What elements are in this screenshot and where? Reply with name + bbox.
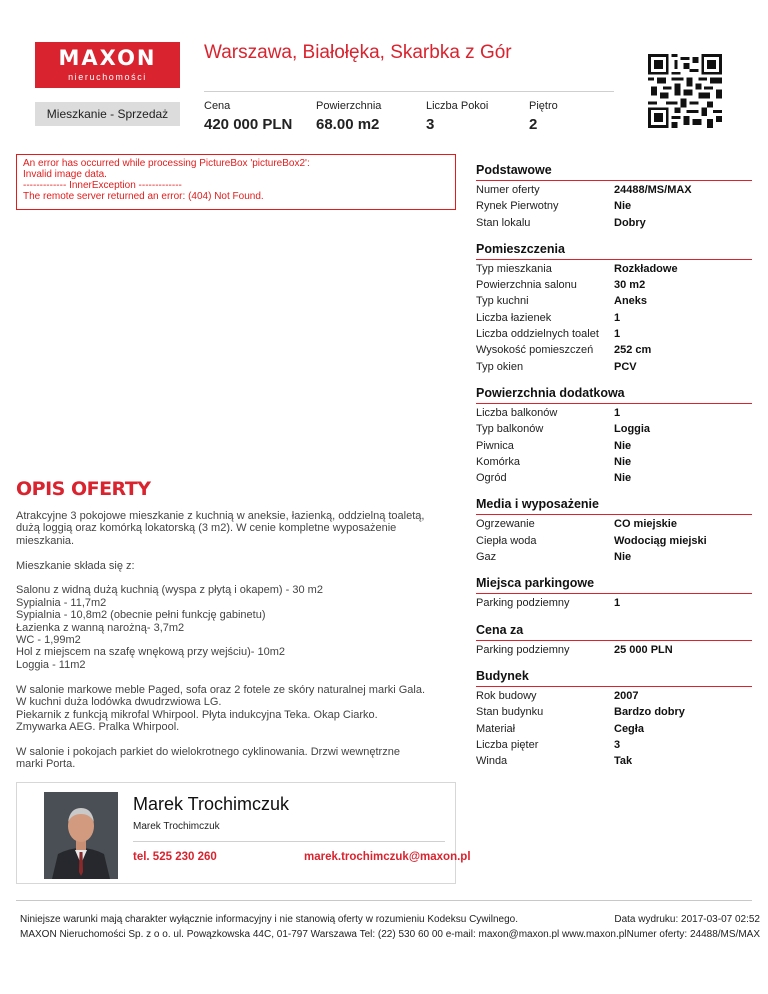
stat-price — [204, 99, 292, 135]
agent-email-link[interactable]: marek.trochimczuk@maxon.pl — [304, 851, 471, 863]
detail-value: 3 — [614, 738, 621, 751]
details-section — [476, 162, 752, 231]
footer-meta — [614, 912, 760, 942]
stat-label: Powierzchnia — [316, 100, 382, 112]
detail-label: Parking podziemny — [476, 643, 570, 656]
detail-row — [476, 215, 752, 231]
details-section — [476, 668, 752, 769]
detail-row — [476, 261, 752, 277]
detail-label: Materiał — [476, 722, 516, 735]
detail-row — [476, 342, 752, 358]
description-title: OPIS OFERTY — [16, 478, 151, 500]
detail-row — [476, 438, 752, 454]
error-line: An error has occurred while processing PictureBox 'pictureBox2': — [23, 158, 310, 169]
details-section — [476, 385, 752, 486]
logo-subtext: nieruchomości — [68, 72, 147, 82]
detail-label: Numer oferty — [476, 184, 540, 196]
detail-value: 2007 — [614, 689, 639, 702]
detail-row — [476, 293, 752, 309]
section-heading: Podstawowe — [476, 162, 752, 181]
detail-label: Rok budowy — [476, 689, 537, 702]
detail-label: Liczba łazienek — [476, 311, 552, 324]
detail-row — [476, 533, 752, 549]
detail-label: Winda — [476, 755, 508, 768]
section-heading: Miejsca parkingowe — [476, 575, 752, 594]
detail-value: PCV — [614, 360, 637, 373]
detail-value: Cegła — [614, 722, 644, 735]
detail-row — [476, 595, 752, 611]
detail-value: 1 — [614, 311, 621, 324]
detail-value: 1 — [614, 597, 621, 610]
detail-label: Typ okien — [476, 360, 524, 373]
detail-value: Nie — [614, 455, 632, 468]
detail-label: Parking podziemny — [476, 597, 570, 610]
detail-row — [476, 326, 752, 342]
section-rows — [476, 515, 752, 565]
section-heading: Budynek — [476, 668, 752, 687]
agent-photo — [44, 792, 118, 879]
detail-row — [476, 421, 752, 437]
detail-value: 24488/MS/MAX — [614, 184, 692, 196]
detail-label: Stan lokalu — [476, 216, 531, 229]
detail-value: 30 m2 — [614, 279, 646, 292]
detail-row — [476, 405, 752, 421]
error-line: The remote server returned an error: (404) Not Found. — [23, 191, 264, 202]
detail-label: Ciepła woda — [476, 534, 537, 547]
description-text: Atrakcyjne 3 pokojowe mieszkanie z kuchnią w aneksie, łazienką, oddzielną toaletą, dużą loggią oraz komórką lokatorską (3 m2). W cenie kompletne wyposażenie mieszkania. Mieszkanie składa się z: Salonu z widną dużą kuchnią (wyspa z płytą i okapem) - 30 m2 Sypialnia - 11,7m2 Sypialnia - 10,8m2 (obecnie pełni funkcję gabinetu) Łazienka z wanną narożną- 3,7m2 WC - 1,99m2 Hol z miejscem na szafę wnękową przy wejściu)- 10m2 Loggia - 11m2 W salonie markowe meble Paged, sofa oraz 2 fotele ze skóry naturalnej marki Gala. W kuchni duża lodówka dwudrzwiowa LG. Piekarnik z funkcją mikrofal Whirpool. Płyta indukcyjna Teka. Okap Ciarko. Zmywarka AEG. Pralka Whirpool. W salonie i pokojach parkiet do wielokrotnego cyklinowania. Drzwi wewnętrzne marki Porta. — [16, 510, 426, 771]
detail-label: Rynek Pierwotny — [476, 200, 559, 213]
detail-row — [476, 549, 752, 565]
detail-row — [476, 470, 752, 486]
qr-code-icon — [648, 54, 722, 128]
detail-label: Liczba balkonów — [476, 406, 558, 419]
stat-label: Piętro — [529, 100, 558, 112]
detail-value: Nie — [614, 200, 632, 213]
detail-row — [476, 704, 752, 720]
section-heading: Pomieszczenia — [476, 241, 752, 260]
agent-subname: Marek Trochimczuk — [133, 821, 220, 832]
detail-value: CO miejskie — [614, 518, 677, 531]
footer-disclaimer: Niniejsze warunki mają charakter wyłącznie informacyjny i nie stanowią oferty w rozumieniu Kodeksu Cywilnego. — [20, 914, 518, 925]
offer-type-badge: Mieszkanie - Sprzedaż — [35, 102, 180, 126]
details-section — [476, 241, 752, 375]
detail-row — [476, 277, 752, 293]
detail-label: Typ kuchni — [476, 295, 529, 308]
stat-value: 3 — [426, 116, 435, 133]
offer-title: Warszawa, Białołęka, Skarbka z Gór — [204, 42, 512, 63]
title-divider — [204, 91, 614, 92]
detail-value: Tak — [614, 755, 633, 768]
detail-label: Piwnica — [476, 439, 514, 452]
details-section — [476, 622, 752, 658]
image-error-box — [16, 154, 456, 210]
maxon-logo — [35, 42, 180, 88]
detail-value: Wodociąg miejski — [614, 534, 707, 547]
stat-label: Cena — [204, 100, 231, 112]
detail-label: Komórka — [476, 455, 521, 468]
section-rows — [476, 594, 752, 611]
detail-label: Ogrzewanie — [476, 518, 535, 531]
print-date: Data wydruku: 2017-03-07 02:52 — [614, 914, 760, 925]
detail-value: Dobry — [614, 216, 646, 229]
footer-offer-number: Numer oferty: 24488/MS/MAX — [626, 929, 760, 940]
agent-card — [16, 782, 471, 884]
detail-label: Liczba pięter — [476, 738, 539, 751]
stat-floor — [529, 99, 558, 135]
detail-row — [476, 753, 752, 769]
detail-value: Nie — [614, 439, 632, 452]
agent-name: Marek Trochimczuk — [133, 794, 290, 814]
detail-label: Powierzchnia salonu — [476, 279, 577, 292]
footer-divider — [16, 900, 752, 901]
footer-company: MAXON Nieruchomości Sp. z o o. ul. Powązkowska 44C, 01-797 Warszawa Tel: (22) 530 60 00 e-mail: maxon@maxon.pl www.maxon.pl — [20, 929, 627, 940]
error-line: ------------- InnerException ------------- — [23, 180, 182, 191]
detail-label: Typ mieszkania — [476, 262, 552, 275]
agent-divider — [133, 841, 445, 842]
detail-row — [476, 454, 752, 470]
detail-value: 25 000 PLN — [614, 643, 673, 656]
detail-row — [476, 359, 752, 375]
details-section — [476, 575, 752, 611]
detail-value: Nie — [614, 551, 632, 564]
detail-label: Ogród — [476, 472, 507, 485]
stat-label: Liczba Pokoi — [426, 100, 489, 112]
detail-value: 252 cm — [614, 344, 652, 357]
detail-row — [476, 642, 752, 658]
detail-row — [476, 516, 752, 532]
detail-row — [476, 198, 752, 214]
footer-info — [20, 912, 627, 942]
detail-row — [476, 721, 752, 737]
detail-value: 1 — [614, 328, 621, 341]
detail-value: Rozkładowe — [614, 262, 678, 275]
logo-text: MAXON — [58, 46, 157, 70]
detail-row — [476, 310, 752, 326]
detail-label: Typ balkonów — [476, 423, 544, 436]
detail-label: Liczba oddzielnych toalet — [476, 328, 599, 341]
stat-rooms — [426, 99, 488, 135]
detail-row — [476, 182, 752, 198]
stat-area — [316, 99, 381, 135]
section-rows — [476, 260, 752, 375]
section-heading: Media i wyposażenie — [476, 496, 752, 515]
detail-row — [476, 688, 752, 704]
detail-value: 1 — [614, 406, 621, 419]
detail-row — [476, 737, 752, 753]
section-rows — [476, 181, 752, 231]
stat-value: 2 — [529, 116, 538, 133]
detail-label: Gaz — [476, 551, 497, 564]
section-rows — [476, 404, 752, 486]
detail-value: Bardzo dobry — [614, 706, 685, 719]
detail-value: Nie — [614, 472, 632, 485]
detail-value: Loggia — [614, 423, 651, 436]
detail-label: Wysokość pomieszczeń — [476, 344, 594, 357]
stat-value: 420 000 PLN — [204, 116, 293, 133]
detail-value: Aneks — [614, 295, 648, 308]
section-rows — [476, 687, 752, 769]
stat-value: 68.00 m2 — [316, 116, 380, 133]
section-heading: Cena za — [476, 622, 752, 641]
agent-phone-link[interactable]: tel. 525 230 260 — [133, 851, 217, 863]
detail-label: Stan budynku — [476, 706, 544, 719]
error-line: Invalid image data. — [23, 169, 107, 180]
section-heading: Powierzchnia dodatkowa — [476, 385, 752, 404]
section-rows — [476, 641, 752, 658]
details-section — [476, 496, 752, 565]
details-panel — [476, 162, 752, 769]
